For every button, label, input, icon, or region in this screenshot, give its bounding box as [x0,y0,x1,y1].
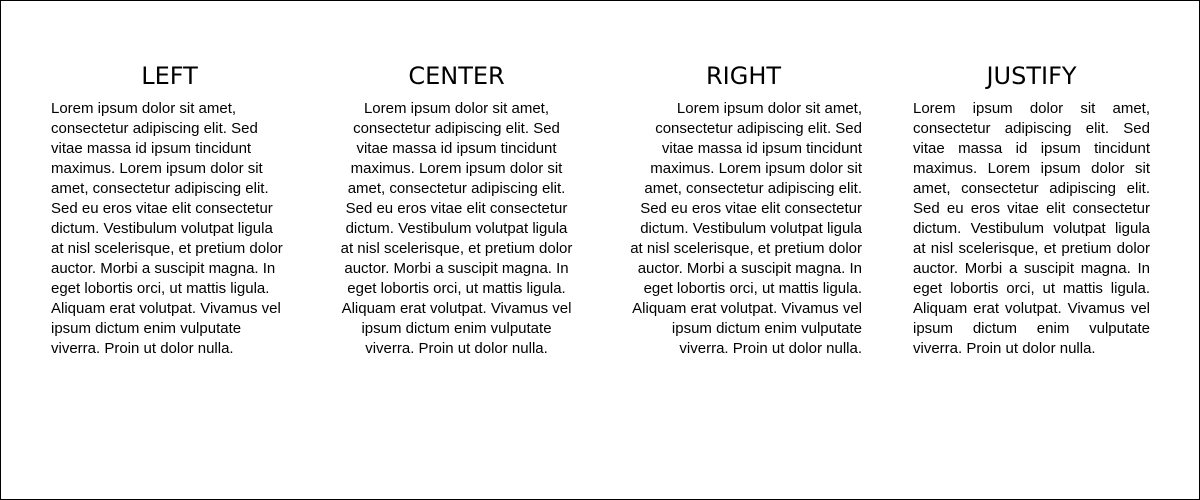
column-center [338,59,575,419]
column-heading-left: LEFT [141,62,198,90]
column-heading-center: CENTER [408,62,505,90]
column-heading-right: RIGHT [705,62,782,90]
column-right [625,59,862,419]
paragraph-center-aligned: Lorem ipsum dolor sit amet, consectetur adipiscing elit. Sed vitae massa id ipsum tincidunt maximus. Lorem ipsum dolor sit amet, consectetur adipiscing elit. Sed eu eros vitae elit consectetur dictum. Vestibulum volutpat ligula at nisl scelerisque, et pretium dolor auctor. Morbi a suscipit magna. In eget lobortis orci, ut mattis ligula. Aliquam erat volutpat. Vivamus vel ipsum dictum enim vulputate viverra. Proin ut dolor nulla. [340,100,573,357]
paragraph-left-aligned: Lorem ipsum dolor sit amet, consectetur adipiscing elit. Sed vitae massa id ipsum tincidunt maximus. Lorem ipsum dolor sit amet, consectetur adipiscing elit. Sed eu eros vitae elit consectetur dictum. Vestibulum volutpat ligula at nisl scelerisque, et pretium dolor auctor. Morbi a suscipit magna. In eget lobortis orci, ut mattis ligula. Aliquam erat volutpat. Vivamus vel ipsum dictum enim vulputate viverra. Proin ut dolor nulla. [51,100,283,357]
column-left [51,59,288,419]
paragraph-right-aligned: Lorem ipsum dolor sit amet, consectetur adipiscing elit. Sed vitae massa id ipsum tincidunt maximus. Lorem ipsum dolor sit amet, consectetur adipiscing elit. Sed eu eros vitae elit consectetur dictum. Vestibulum volutpat ligula at nisl scelerisque, et pretium dolor auctor. Morbi a suscipit magna. In eget lobortis orci, ut mattis ligula. Aliquam erat volutpat. Vivamus vel ipsum dictum enim vulputate viverra. Proin ut dolor nulla. [630,100,862,357]
alignment-columns [51,59,1151,419]
column-heading-justify: JUSTIFY [986,62,1077,90]
paragraph-justified: Lorem ipsum dolor sit amet, consectetur adipiscing elit. Sed vitae massa id ipsum tincidunt maximus. Lorem ipsum dolor sit amet, consectetur adipiscing elit. Sed eu eros vitae elit consectetur dictum. Vestibulum volutpat ligula at nisl scelerisque, et pretium dolor auctor. Morbi a suscipit magna. In eget lobortis orci, ut mattis ligula. Aliquam erat volutpat. Vivamus vel ipsum dictum enim vulputate viverra. Proin ut dolor nulla. [913,100,1150,357]
column-justify [913,59,1150,419]
